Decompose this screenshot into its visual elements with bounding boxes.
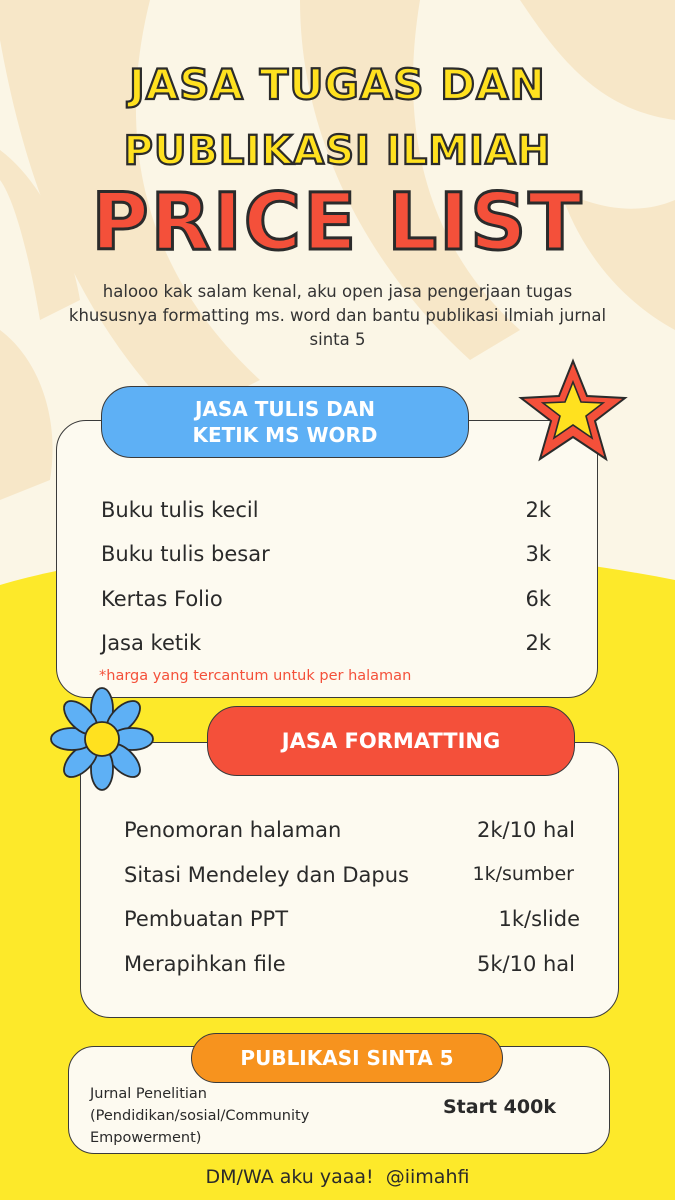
publikasi-desc-line1: Jurnal Penelitian <box>90 1086 207 1102</box>
label-tulis-ketik-line2: KETIK MS WORD <box>192 423 378 447</box>
item-price: 2k <box>525 631 551 655</box>
item-price: 2k <box>525 498 551 522</box>
label-tulis-ketik-line1: JASA TULIS DAN <box>194 397 376 421</box>
item-price: 2k/10 hal <box>476 818 575 842</box>
item-price: 5k/10 hal <box>476 952 575 976</box>
item-name: Pembuatan PPT <box>124 907 289 931</box>
star-icon <box>517 358 629 464</box>
item-name: Sitasi Mendeley dan Dapus <box>124 863 409 887</box>
publikasi-price: Start 400k <box>443 1096 556 1118</box>
title-line-1: JASA TUGAS DAN <box>129 60 546 109</box>
price-note: *harga yang tercantum untuk per halaman <box>99 668 412 684</box>
flower-icon <box>50 687 154 791</box>
item-name: Jasa ketik <box>101 631 202 655</box>
title-price-list: PRICE LIST <box>91 178 584 268</box>
item-name: Buku tulis besar <box>101 542 270 566</box>
publikasi-description <box>90 1083 309 1149</box>
publikasi-desc-line3: Empowerment) <box>90 1130 202 1146</box>
label-tulis-ketik <box>101 386 469 458</box>
title-line-2: PUBLIKASI ILMIAH <box>123 128 552 174</box>
label-formatting <box>207 706 575 776</box>
item-price: 6k <box>525 587 551 611</box>
item-price: 1k/sumber <box>472 863 574 885</box>
item-name: Buku tulis kecil <box>101 498 259 522</box>
intro-text: halooo kak salam kenal, aku open jasa pengerjaan tugas khususnya formatting ms. word dan bantu publikasi ilmiah jurnal sinta 5 <box>68 282 607 349</box>
item-price: 1k/slide <box>498 907 580 931</box>
footer-contact: DM/WA aku yaaa! @iimahfi <box>205 1166 470 1188</box>
item-name: Penomoran halaman <box>124 818 342 842</box>
item-name: Kertas Folio <box>101 587 223 611</box>
label-formatting-text: JASA FORMATTING <box>281 729 501 753</box>
label-publikasi <box>191 1033 503 1083</box>
label-publikasi-text: PUBLIKASI SINTA 5 <box>240 1046 454 1070</box>
item-price: 3k <box>525 542 551 566</box>
item-name: Merapihkan file <box>124 952 286 976</box>
publikasi-desc-line2: (Pendidikan/sosial/Community <box>90 1108 310 1124</box>
